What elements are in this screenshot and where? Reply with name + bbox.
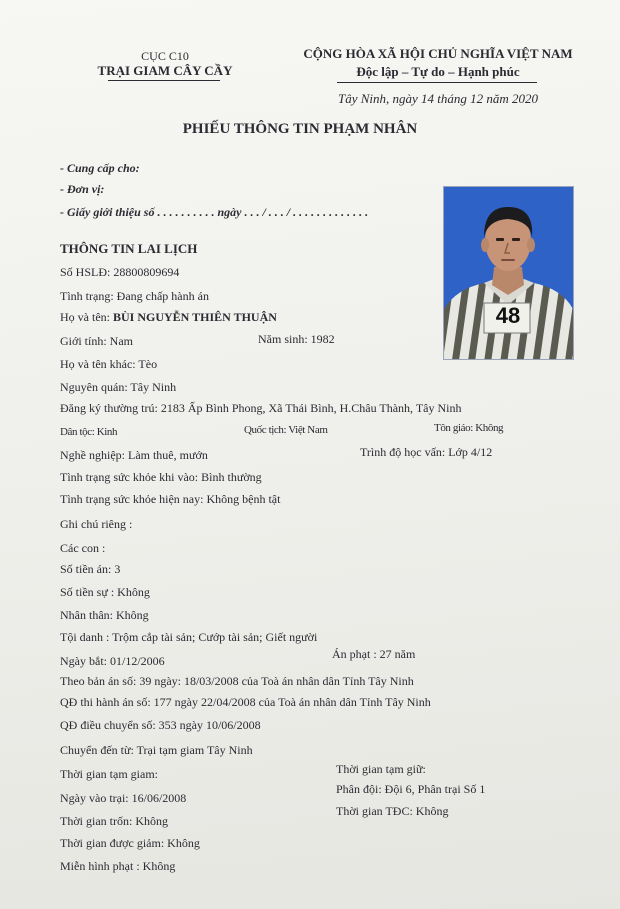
- occupation-field: Nghề nghiệp: Làm thuê, mướn: [60, 448, 208, 462]
- health-now-field: Tình trạng sức khỏe hiện nay: Không bệnh tật: [60, 492, 281, 506]
- execution-field: QĐ thi hành án số: 177 ngày 22/04/2008 của Toà án nhân dân Tỉnh Tây Ninh: [60, 695, 431, 709]
- agency-line-1: CỤC C10: [141, 49, 189, 63]
- name-field: [60, 310, 277, 325]
- unit-line: - Đơn vị:: [60, 182, 105, 196]
- criminal-count-field: Số tiền án: 3: [60, 562, 121, 576]
- notes-field: Ghi chú riêng :: [60, 517, 133, 531]
- education-field: Trình độ học vấn: Lớp 4/12: [360, 445, 493, 459]
- portrait-image: [444, 187, 573, 359]
- document-title: PHIẾU THÔNG TIN PHẠM NHÂN: [182, 121, 418, 137]
- children-field: Các con :: [60, 541, 106, 555]
- entry-date-field: Ngày vào trại: 16/06/2008: [60, 791, 187, 805]
- nation-underline: [337, 82, 537, 83]
- nation-line-1: CỘNG HÒA XÃ HỘI CHỦ NGHĨA VIỆT NAM: [303, 46, 573, 61]
- ethnicity-field: Dân tộc: Kinh: [60, 426, 118, 438]
- team-field: Phân đội: Đội 6, Phân trại Số 1: [336, 782, 486, 796]
- provided-to-line: - Cung cấp cho:: [60, 161, 140, 175]
- gender-field: Giới tính: Nam: [60, 334, 134, 348]
- sentence-field: Án phạt : 27 năm: [332, 647, 416, 661]
- inmate-photo: [443, 186, 574, 360]
- transfer-from-field: Chuyển đến từ: Trại tạm giam Tây Ninh: [60, 743, 253, 757]
- hometown-field: Nguyên quán: Tây Ninh: [60, 380, 177, 394]
- nationality-field: Quốc tịch: Việt Nam: [244, 424, 328, 436]
- detention-hold-field: Thời gian tạm giữ:: [336, 762, 426, 776]
- health-in-field: Tình trạng sức khỏe khi vào: Bình thường: [60, 470, 262, 484]
- status-field: Tình trạng: Đang chấp hành án: [60, 289, 209, 303]
- prior-count-field: Số tiền sự : Không: [60, 585, 150, 599]
- exemption-field: Miễn hình phạt : Không: [60, 859, 176, 873]
- reduction-time-field: Thời gian được giảm: Không: [60, 836, 200, 850]
- name-value: BÙI NGUYỄN THIÊN THUẬN: [113, 310, 277, 324]
- escape-time-field: Thời gian trốn: Không: [60, 814, 168, 828]
- referral-line: - Giấy giới thiệu số . . . . . . . . . . ngày . . . / . . . / . . . . . . . . . . . . .: [60, 205, 369, 219]
- nation-line-2: Độc lập – Tự do – Hạnh phúc: [356, 64, 520, 79]
- charges-field: Tội danh : Trộm cắp tài sản; Cướp tài sản; Giết người: [60, 630, 318, 644]
- verdict-field: Theo bản án số: 39 ngày: 18/03/2008 của Toà án nhân dân Tỉnh Tây Ninh: [60, 674, 414, 688]
- agency-underline: [108, 80, 220, 81]
- hsld-field: Số HSLĐ: 28800809694: [60, 265, 180, 279]
- relatives-field: Nhân thân: Không: [60, 608, 149, 622]
- photo-number: 48: [495, 303, 521, 328]
- name-label: Họ và tên:: [60, 310, 113, 324]
- birth-year-field: Năm sinh: 1982: [258, 332, 335, 346]
- residence-field: Đăng ký thường trú: 2183 Ấp Bình Phong, Xã Thái Bình, H.Châu Thành, Tây Ninh: [60, 401, 462, 415]
- date-line: Tây Ninh, ngày 14 tháng 12 năm 2020: [337, 91, 539, 106]
- arrest-date-field: Ngày bắt: 01/12/2006: [60, 654, 165, 668]
- tdc-time-field: Thời gian TĐC: Không: [336, 804, 449, 818]
- section-title: THÔNG TIN LAI LỊCH: [60, 241, 198, 256]
- detention-time-field: Thời gian tạm giam:: [60, 767, 158, 781]
- alias-field: Họ và tên khác: Tèo: [60, 357, 158, 371]
- transfer-decision-field: QĐ điều chuyển số: 353 ngày 10/06/2008: [60, 718, 261, 732]
- agency-line-2: TRẠI GIAM CÂY CẦY: [97, 63, 233, 78]
- religion-field: Tôn giáo: Không: [434, 422, 504, 434]
